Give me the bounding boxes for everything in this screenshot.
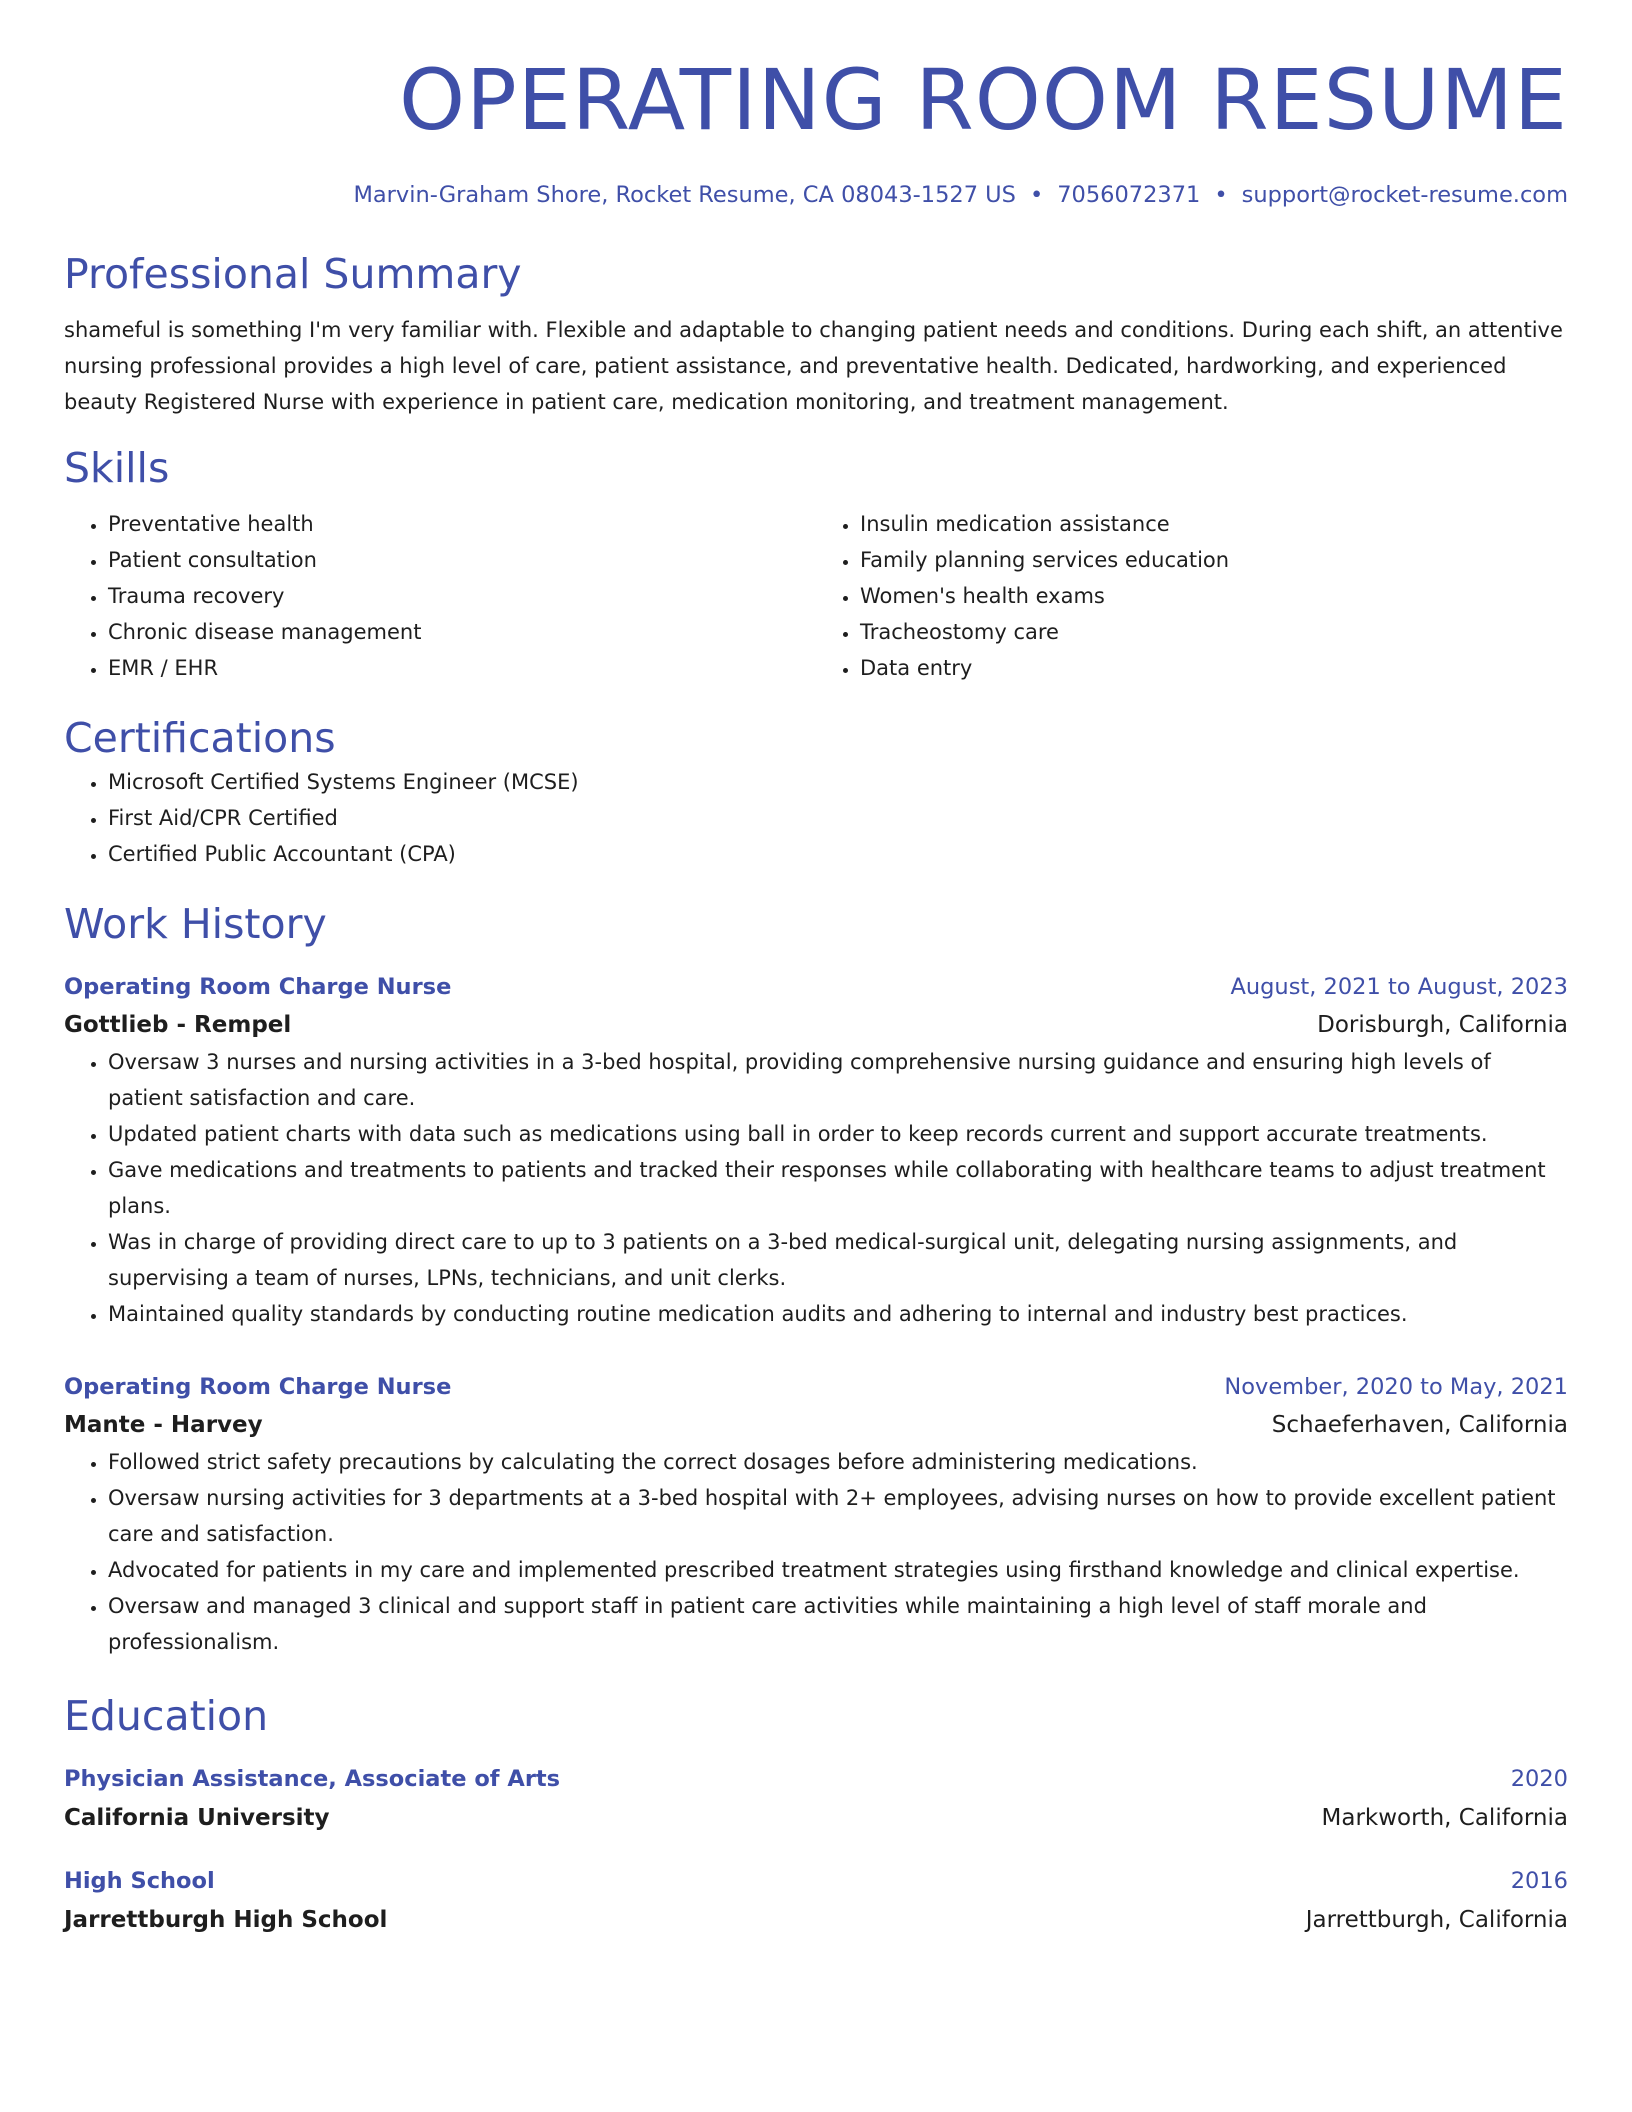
job-dates: August, 2021 to August, 2023 bbox=[1230, 974, 1568, 1000]
job-title: Operating Room Charge Nurse bbox=[64, 974, 452, 1000]
contact-phone: 7056072371 bbox=[1057, 182, 1201, 208]
job-bullet: • Gave medications and treatments to patients and tracked their responses while collaborating with healthcare teams to adjust treatment plans. bbox=[108, 1152, 1568, 1224]
skill-item: • Trauma recovery bbox=[108, 578, 816, 614]
skill-item: • Tracheostomy care bbox=[860, 614, 1568, 650]
education-location: Jarrettburgh, California bbox=[1305, 1907, 1568, 1933]
contact-address: Marvin-Graham Shore, Rocket Resume, CA 08043-1527 US bbox=[353, 182, 1016, 208]
job-dates: November, 2020 to May, 2021 bbox=[1224, 1374, 1568, 1400]
education-school-row bbox=[64, 1900, 1568, 1940]
job-header-row bbox=[64, 968, 1568, 1006]
education-school: California University bbox=[64, 1805, 330, 1831]
skill-item: • Family planning services education bbox=[860, 542, 1568, 578]
section-title-summary: Professional Summary bbox=[64, 250, 522, 298]
job-bullet: • Updated patient charts with data such as medications using ball in order to keep records current and support accurate treatments. bbox=[108, 1116, 1568, 1152]
job-employer-row bbox=[64, 1006, 1568, 1044]
education-school-row bbox=[64, 1798, 1568, 1838]
education-entry bbox=[64, 1760, 1568, 1838]
skill-item: • Preventative health bbox=[108, 506, 816, 542]
resume-title: OPERATING ROOM RESUME bbox=[398, 51, 1568, 149]
certification-item: • First Aid/CPR Certified bbox=[108, 800, 1568, 836]
job-entry bbox=[64, 1368, 1568, 1660]
section-title-certifications: Certifications bbox=[64, 714, 336, 762]
job-header-row bbox=[64, 1368, 1568, 1406]
job-bullet: • Oversaw and managed 3 clinical and support staff in patient care activities while maintaining a high level of staff morale and professionalism. bbox=[108, 1588, 1568, 1660]
job-bullet: • Followed strict safety precautions by calculating the correct dosages before administering medications. bbox=[108, 1444, 1568, 1480]
education-degree: High School bbox=[64, 1868, 215, 1894]
skills-list-left bbox=[64, 506, 816, 686]
skill-item: • Patient consultation bbox=[108, 542, 816, 578]
job-bullet: • Maintained quality standards by conducting routine medication audits and adhering to internal and industry best practices. bbox=[108, 1296, 1568, 1332]
education-header-row bbox=[64, 1862, 1568, 1900]
skills-grid bbox=[64, 506, 1568, 686]
education-year: 2020 bbox=[1510, 1766, 1568, 1792]
contact-separator: • bbox=[1214, 182, 1228, 208]
section-title-work-history: Work History bbox=[64, 900, 327, 948]
job-entry bbox=[64, 968, 1568, 1332]
education-entry bbox=[64, 1862, 1568, 1940]
job-bullet: • Advocated for patients in my care and implemented prescribed treatment strategies using firsthand knowledge and clinical expertise. bbox=[108, 1552, 1568, 1588]
job-employer: Gottlieb - Rempel bbox=[64, 1012, 292, 1038]
skills-list-right bbox=[816, 506, 1568, 686]
job-employer: Mante - Harvey bbox=[64, 1412, 263, 1438]
summary-text: shameful is something I'm very familiar with. Flexible and adaptable to changing patient needs and conditions. During each shift, an attentive nursing professional provides a high level of care, patient assistance, and preventative health. Dedicated, hardworking, and experienced beauty Registered Nurse with experience in patient care, medication monitoring, and treatment management. bbox=[64, 318, 1563, 414]
resume-header bbox=[64, 52, 1568, 210]
certification-item: • Certified Public Accountant (CPA) bbox=[108, 836, 1568, 872]
contact-email: support@rocket-resume.com bbox=[1241, 182, 1568, 208]
job-location: Schaeferhaven, California bbox=[1271, 1412, 1568, 1438]
contact-line bbox=[64, 180, 1568, 210]
education-year: 2016 bbox=[1510, 1868, 1568, 1894]
skill-item: • EMR / EHR bbox=[108, 650, 816, 686]
job-bullets bbox=[64, 1444, 1568, 1660]
certifications-list bbox=[64, 764, 1568, 872]
job-title: Operating Room Charge Nurse bbox=[64, 1374, 452, 1400]
education-location: Markworth, California bbox=[1321, 1805, 1568, 1831]
skill-item: • Data entry bbox=[860, 650, 1568, 686]
education-header-row bbox=[64, 1760, 1568, 1798]
skill-item: • Women's health exams bbox=[860, 578, 1568, 614]
contact-separator: • bbox=[1029, 182, 1044, 208]
job-bullet: • Oversaw nursing activities for 3 departments at a 3-bed hospital with 2+ employees, advising nurses on how to provide excellent patient care and satisfaction. bbox=[108, 1480, 1568, 1552]
job-bullets bbox=[64, 1044, 1568, 1332]
job-bullet: • Was in charge of providing direct care to up to 3 patients on a 3-bed medical-surgical unit, delegating nursing assignments, and supervising a team of nurses, LPNs, technicians, and unit clerks. bbox=[108, 1224, 1568, 1296]
section-title-education: Education bbox=[64, 1692, 269, 1740]
job-bullet: • Oversaw 3 nurses and nursing activities in a 3-bed hospital, providing comprehensive nursing guidance and ensuring high levels of patient satisfaction and care. bbox=[108, 1044, 1568, 1116]
job-location: Dorisburgh, California bbox=[1317, 1012, 1568, 1038]
certification-item: • Microsoft Certified Systems Engineer (MCSE) bbox=[108, 764, 1568, 800]
section-title-skills: Skills bbox=[64, 444, 170, 492]
education-school: Jarrettburgh High School bbox=[64, 1907, 388, 1933]
skill-item: • Insulin medication assistance bbox=[860, 506, 1568, 542]
education-degree: Physician Assistance, Associate of Arts bbox=[64, 1766, 561, 1792]
job-employer-row bbox=[64, 1406, 1568, 1444]
skill-item: • Chronic disease management bbox=[108, 614, 816, 650]
